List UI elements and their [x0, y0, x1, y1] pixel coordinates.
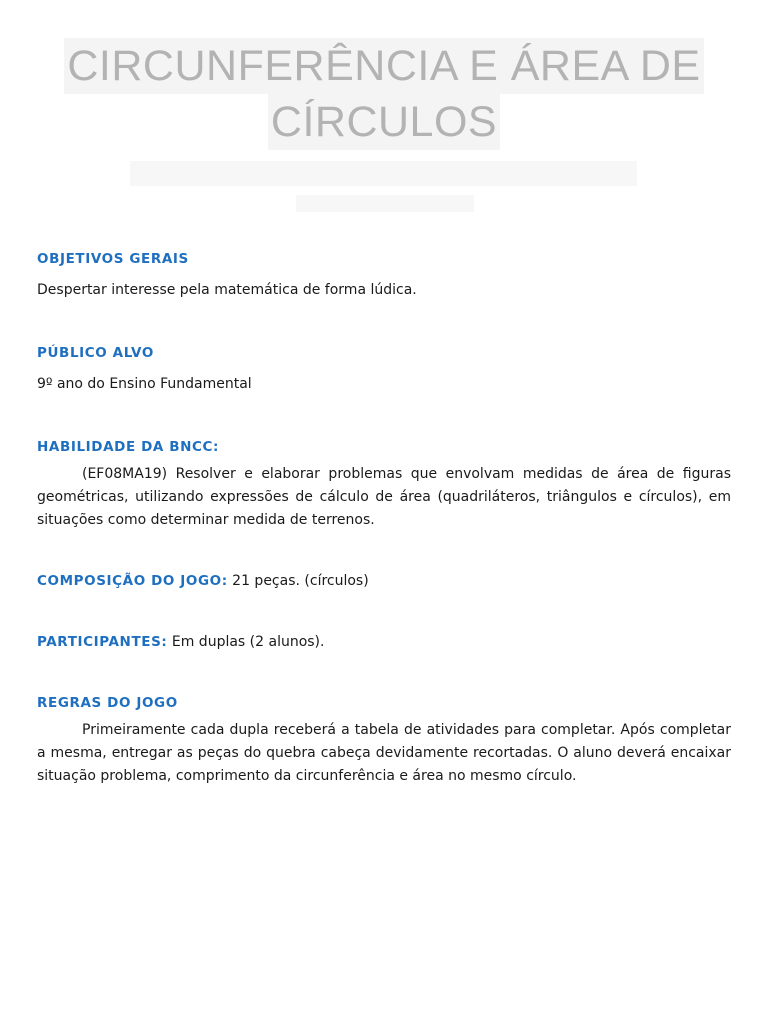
line-participantes — [37, 631, 731, 654]
title-line-2: CÍRCULOS — [268, 94, 500, 150]
text-objetivos: Despertar interesse pela matemática de forma lúdica. — [37, 282, 417, 298]
heading-objetivos: OBJETIVOS GERAIS — [37, 251, 189, 267]
heading-regras: REGRAS DO JOGO — [37, 695, 178, 711]
heading-composicao: COMPOSIÇÃO DO JOGO: — [37, 573, 228, 589]
subtitle-placeholder — [130, 161, 637, 186]
line-composicao — [37, 570, 731, 593]
document-body — [37, 248, 731, 788]
subtitle-placeholder-2 — [296, 195, 474, 212]
title-line-1: CIRCUNFERÊNCIA E ÁREA DE — [64, 38, 703, 94]
heading-habilidade: HABILIDADE DA BNCC: — [37, 439, 220, 455]
document-title — [0, 38, 768, 150]
text-composicao: 21 peças. (círculos) — [227, 573, 369, 589]
text-habilidade: (EF08MA19) Resolver e elaborar problemas que envolvam medidas de área de figuras geométricas, utilizando expressões de cálculo de área (quadriláteros, triângulos e círculos), em situações como determinar medida de terrenos. — [37, 466, 731, 528]
heading-publico: PÚBLICO ALVO — [37, 345, 154, 361]
text-participantes: Em duplas (2 alunos). — [167, 634, 325, 650]
text-publico: 9º ano do Ensino Fundamental — [37, 376, 252, 392]
text-regras: Primeiramente cada dupla receberá a tabela de atividades para completar. Após completar a mesma, entregar as peças do quebra cabeça devidamente recortadas. O aluno deverá encaixar situação problema, comprimento da circunferência e área no mesmo círculo. — [37, 722, 731, 784]
heading-participantes: PARTICIPANTES: — [37, 634, 168, 650]
